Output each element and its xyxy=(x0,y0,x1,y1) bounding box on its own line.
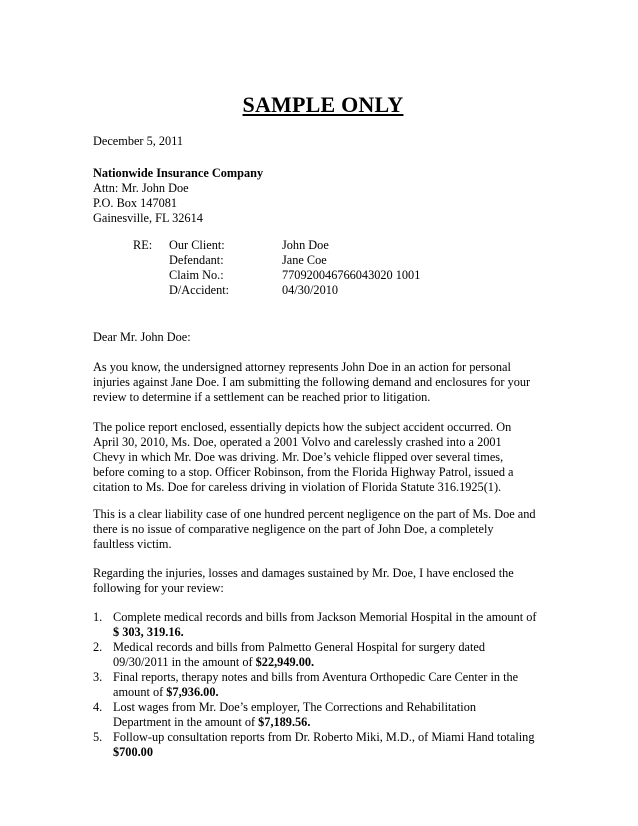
list-number: 2. xyxy=(93,640,103,654)
paragraph-line: before coming to a stop. Officer Robinson, from the Florida Highway Patrol, issued a xyxy=(93,465,514,479)
recipient-city: Gainesville, FL 32614 xyxy=(93,211,203,225)
re-field: Our Client: xyxy=(169,238,225,252)
salutation-text: Dear Mr. John Doe: xyxy=(93,330,191,344)
list-number: 1. xyxy=(93,610,103,624)
recipient-attn: Attn: Mr. John Doe xyxy=(93,181,189,195)
list-line: 09/30/2011 in the amount of xyxy=(113,655,256,669)
list-item xyxy=(93,730,553,760)
paragraph-line: faultless victim. xyxy=(93,537,172,551)
paragraph-line: injuries against Jane Doe. I am submitting the following demand and enclosures for your xyxy=(93,375,531,389)
list-item xyxy=(93,700,553,730)
list-line: amount of xyxy=(113,685,167,699)
letter-date xyxy=(93,134,553,149)
re-row xyxy=(133,238,482,253)
paragraph-liability xyxy=(93,507,551,552)
paragraph-line: April 30, 2010, Ms. Doe, operated a 2001 Volvo and carelessly crashed into a 2001 xyxy=(93,435,502,449)
paragraph-line: The police report enclosed, essentially depicts how the subject accident occurred. On xyxy=(93,420,512,434)
paragraph-line: Regarding the injuries, losses and damages sustained by Mr. Doe, I have enclosed the xyxy=(93,566,514,580)
paragraph-damages xyxy=(93,566,551,596)
amount: $22,949.00. xyxy=(255,655,315,669)
re-field: Defendant: xyxy=(169,253,224,267)
re-row xyxy=(133,283,482,298)
list-item xyxy=(93,610,553,640)
paragraph-line: citation to Ms. Doe for careless driving in violation of Florida Statute 316.1925(1). xyxy=(93,480,502,494)
recipient-address xyxy=(93,166,553,226)
re-value: 04/30/2010 xyxy=(282,283,339,297)
re-value: Jane Coe xyxy=(282,253,327,267)
list-line: Complete medical records and bills from Jackson Memorial Hospital in the amount of xyxy=(113,610,537,624)
list-line: Lost wages from Mr. Doe’s employer, The Corrections and Rehabilitation xyxy=(113,700,476,714)
recipient-box: P.O. Box 147081 xyxy=(93,196,178,210)
re-row xyxy=(133,268,482,283)
paragraph-line: there is no issue of comparative negligence on the part of John Doe, a completely xyxy=(93,522,494,536)
re-field: Claim No.: xyxy=(169,268,224,282)
amount: $7,936.00. xyxy=(166,685,219,699)
recipient-company: Nationwide Insurance Company xyxy=(93,166,264,180)
paragraph-intro xyxy=(93,360,551,405)
list-item xyxy=(93,670,553,700)
amount: $700.00 xyxy=(113,745,153,759)
paragraph-line: Chevy in which Mr. Doe was driving. Mr. Doe’s vehicle flipped over several times, xyxy=(93,450,504,464)
re-field: D/Accident: xyxy=(169,283,230,297)
list-number: 5. xyxy=(93,730,103,744)
date-text: December 5, 2011 xyxy=(93,134,184,148)
list-number: 3. xyxy=(93,670,103,684)
re-label: RE: xyxy=(133,238,153,252)
list-line: Final reports, therapy notes and bills from Aventura Orthopedic Care Center in the xyxy=(113,670,519,684)
paragraph-line: As you know, the undersigned attorney represents John Doe in an action for personal xyxy=(93,360,511,374)
re-block xyxy=(133,238,482,298)
re-row xyxy=(133,253,482,268)
paragraph-line: review to determine if a settlement can be reached prior to litigation. xyxy=(93,390,431,404)
list-line: Follow-up consultation reports from Dr. Roberto Miki, M.D., of Miami Hand totaling xyxy=(113,730,535,744)
list-line: Medical records and bills from Palmetto General Hospital for surgery dated xyxy=(113,640,485,654)
re-value: John Doe xyxy=(282,238,329,252)
salutation xyxy=(93,330,553,345)
re-value: 770920046766043020 1001 xyxy=(282,268,421,282)
list-item xyxy=(93,640,553,670)
paragraph-accident xyxy=(93,420,551,495)
page-title: SAMPLE ONLY xyxy=(242,92,404,117)
paragraph-line: This is a clear liability case of one hundred percent negligence on the part of Ms. Doe and xyxy=(93,507,536,521)
list-number: 4. xyxy=(93,700,103,714)
list-line: Department in the amount of xyxy=(113,715,259,729)
amount: $7,189.56. xyxy=(258,715,311,729)
paragraph-line: following for your review: xyxy=(93,581,224,595)
enclosures-list xyxy=(93,610,553,760)
amount: $ 303, 319.16. xyxy=(113,625,184,639)
